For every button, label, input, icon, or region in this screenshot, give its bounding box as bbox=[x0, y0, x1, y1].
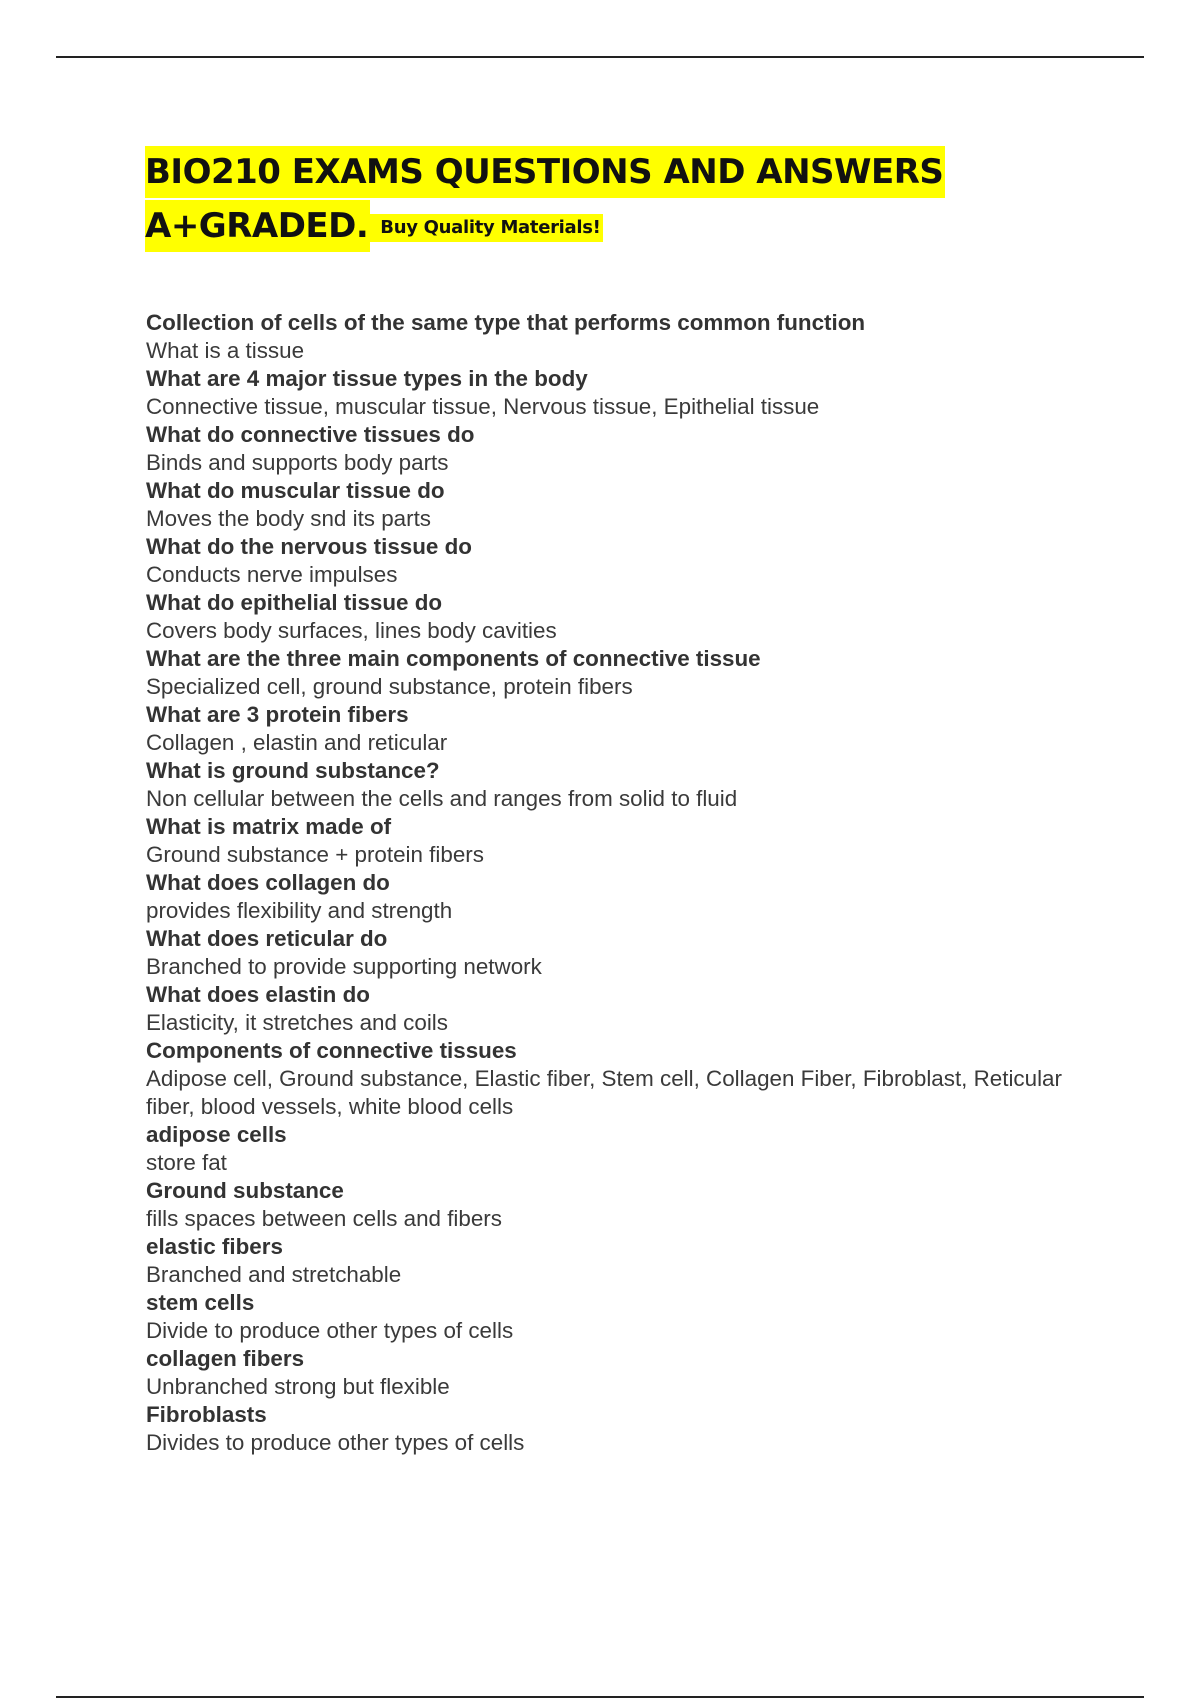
question-text: Components of connective tissues bbox=[146, 1038, 517, 1063]
question-text: elastic fibers bbox=[146, 1234, 283, 1259]
answer-text: Specialized cell, ground substance, protein fibers bbox=[146, 674, 633, 699]
answer-text: Moves the body snd its parts bbox=[146, 506, 431, 531]
question-text: What are 4 major tissue types in the body bbox=[146, 366, 588, 391]
question-text: adipose cells bbox=[146, 1122, 287, 1147]
qa-item bbox=[146, 701, 1066, 757]
question-text: What is ground substance? bbox=[146, 758, 440, 783]
question-text: collagen fibers bbox=[146, 1346, 305, 1371]
answer-text: Divide to produce other types of cells bbox=[146, 1318, 514, 1343]
qa-item bbox=[146, 1121, 1066, 1177]
question-text: What do the nervous tissue do bbox=[146, 534, 472, 559]
document-subtitle: Buy Quality Materials! bbox=[370, 214, 602, 242]
qa-item bbox=[146, 477, 1066, 533]
question-text: What does reticular do bbox=[146, 926, 388, 951]
answer-text: Conducts nerve impulses bbox=[146, 562, 398, 587]
question-text: What do epithelial tissue do bbox=[146, 590, 443, 615]
answer-text: Divides to produce other types of cells bbox=[146, 1430, 525, 1455]
qa-item bbox=[146, 925, 1066, 981]
qa-item bbox=[146, 533, 1066, 589]
qa-item bbox=[146, 1345, 1066, 1401]
answer-text: store fat bbox=[146, 1150, 227, 1175]
answer-text: Ground substance + protein fibers bbox=[146, 842, 484, 867]
question-text: What is matrix made of bbox=[146, 814, 392, 839]
qa-item bbox=[146, 421, 1066, 477]
answer-text: Covers body surfaces, lines body cavities bbox=[146, 618, 557, 643]
answer-text: Branched and stretchable bbox=[146, 1262, 402, 1287]
answer-text: Binds and supports body parts bbox=[146, 450, 449, 475]
question-text: stem cells bbox=[146, 1290, 255, 1315]
question-text: What do muscular tissue do bbox=[146, 478, 445, 503]
question-text: What does collagen do bbox=[146, 870, 390, 895]
question-text: Collection of cells of the same type that performs common function bbox=[146, 310, 866, 335]
answer-text: What is a tissue bbox=[146, 338, 305, 363]
question-text: Ground substance bbox=[146, 1178, 344, 1203]
document-title-line-2: A+GRADED. bbox=[145, 200, 370, 252]
question-text: What does elastin do bbox=[146, 982, 370, 1007]
qa-item bbox=[146, 1233, 1066, 1289]
qa-item bbox=[146, 1177, 1066, 1233]
question-text: Fibroblasts bbox=[146, 1402, 267, 1427]
answer-text: Branched to provide supporting network bbox=[146, 954, 542, 979]
qa-item bbox=[146, 813, 1066, 869]
qa-item bbox=[146, 981, 1066, 1037]
question-text: What do connective tissues do bbox=[146, 422, 475, 447]
bottom-rule bbox=[56, 1696, 1144, 1698]
qa-item bbox=[146, 645, 1066, 701]
qa-item bbox=[146, 589, 1066, 645]
qa-list bbox=[146, 309, 1066, 1457]
answer-text: Connective tissue, muscular tissue, Nervous tissue, Epithelial tissue bbox=[146, 394, 820, 419]
qa-item bbox=[146, 309, 1066, 365]
qa-item bbox=[146, 869, 1066, 925]
answer-text: Adipose cell, Ground substance, Elastic fiber, Stem cell, Collagen Fiber, Fibroblast, Reticular fiber, blood vessels, white blood cells bbox=[146, 1066, 1062, 1119]
qa-item bbox=[146, 757, 1066, 813]
question-text: What are the three main components of connective tissue bbox=[146, 646, 761, 671]
document-title-block bbox=[145, 146, 1065, 254]
qa-item bbox=[146, 1289, 1066, 1345]
qa-item bbox=[146, 1037, 1066, 1121]
question-text: What are 3 protein fibers bbox=[146, 702, 409, 727]
top-rule bbox=[56, 56, 1144, 58]
answer-text: provides flexibility and strength bbox=[146, 898, 453, 923]
answer-text: Non cellular between the cells and ranges from solid to fluid bbox=[146, 786, 738, 811]
answer-text: Elasticity, it stretches and coils bbox=[146, 1010, 448, 1035]
qa-item bbox=[146, 1401, 1066, 1457]
document-title-line-1: BIO210 EXAMS QUESTIONS AND ANSWERS bbox=[145, 146, 945, 198]
qa-item bbox=[146, 365, 1066, 421]
answer-text: Collagen , elastin and reticular bbox=[146, 730, 448, 755]
answer-text: Unbranched strong but flexible bbox=[146, 1374, 450, 1399]
answer-text: fills spaces between cells and fibers bbox=[146, 1206, 502, 1231]
